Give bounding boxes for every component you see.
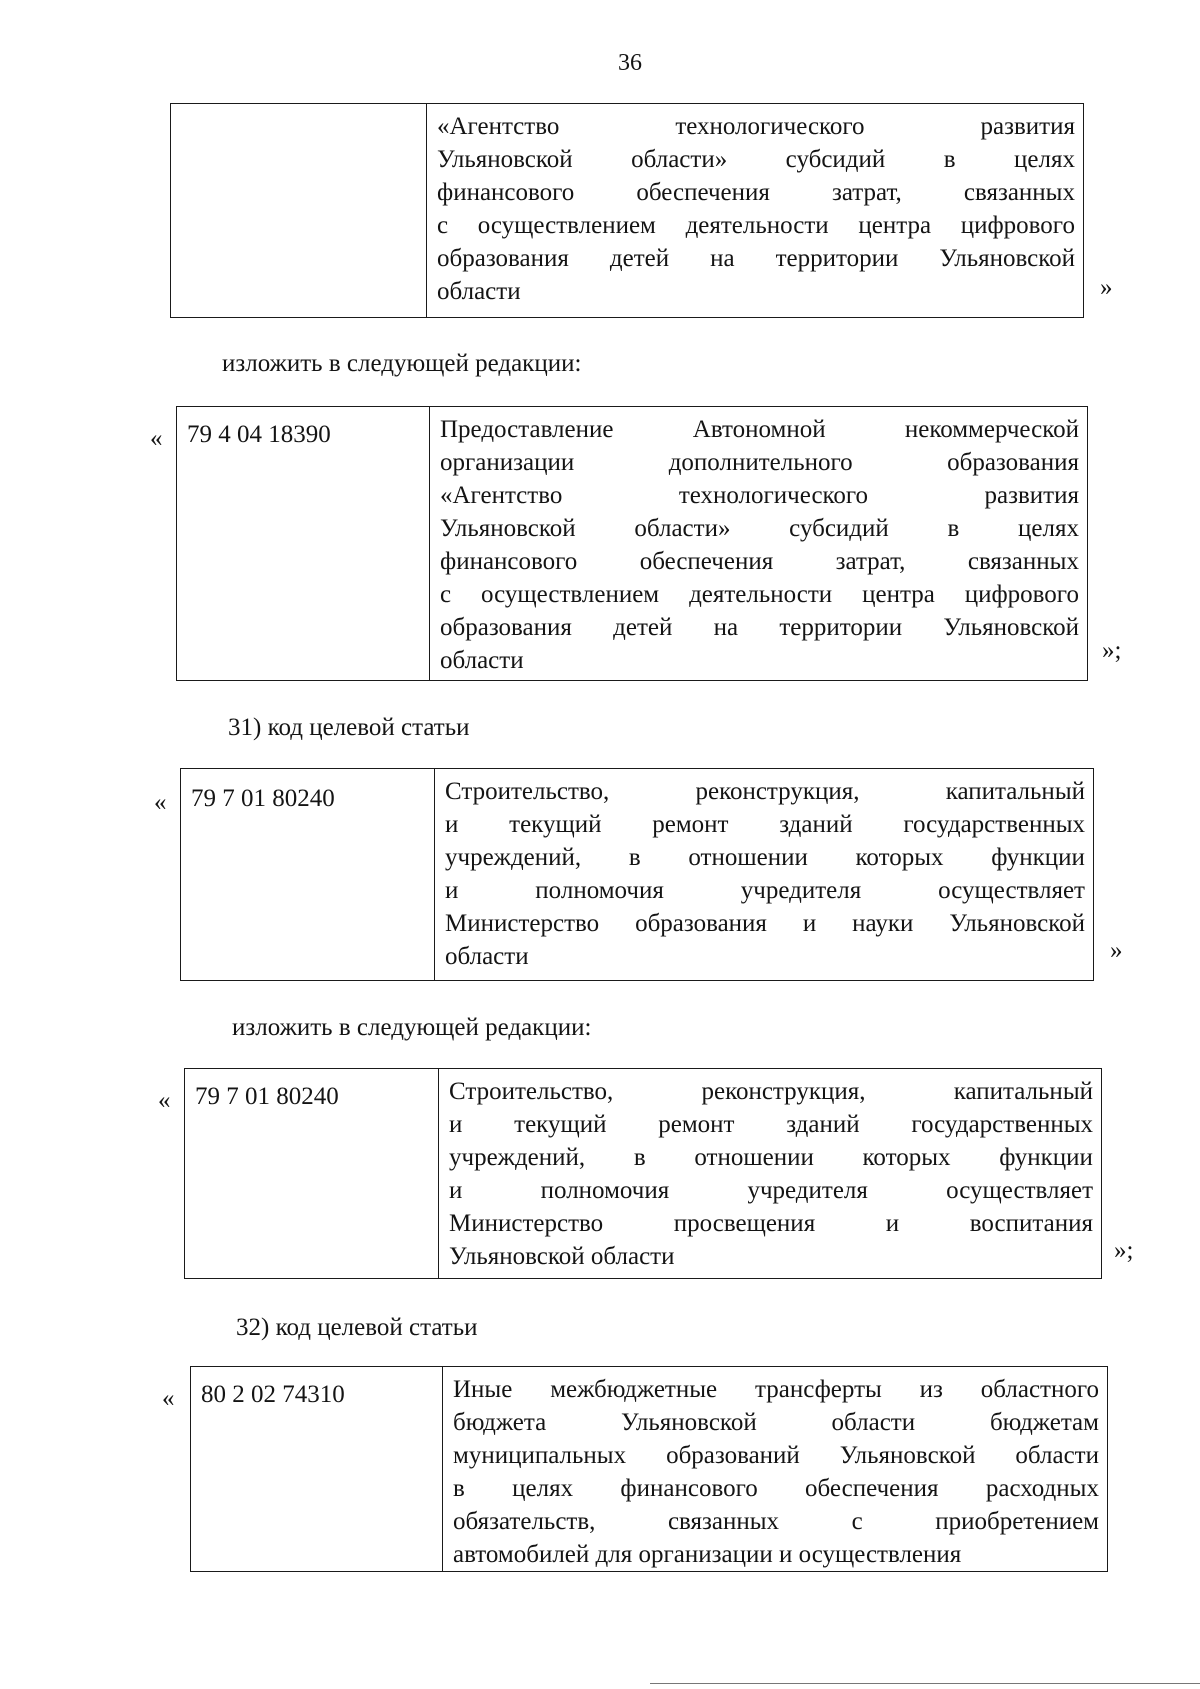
description-word: приобретением [935, 1508, 1099, 1535]
description-line [445, 874, 1085, 907]
description-line [440, 512, 1079, 545]
description-line [440, 479, 1079, 512]
description-line [453, 1406, 1099, 1439]
description-word: которых [862, 1144, 951, 1171]
description-word: воспитания [969, 1210, 1093, 1237]
description-word: Ульяновской [621, 1409, 757, 1436]
description-word: связанных [967, 548, 1079, 575]
item-heading: 32) код целевой статьи [236, 1314, 478, 1341]
description-word: осуществления [798, 1541, 962, 1568]
description-word: цифрового [964, 581, 1079, 608]
description-word: из [919, 1376, 943, 1403]
description-line [440, 644, 1079, 677]
description-word: Министерство [449, 1210, 604, 1237]
page-number: 36 [618, 50, 642, 76]
description-word: для [595, 1541, 633, 1568]
description-word: Ульяновской [949, 910, 1085, 937]
description-word: Ульяновской [839, 1442, 976, 1469]
description-word: в [453, 1475, 465, 1502]
opening-quote: « [162, 1385, 175, 1412]
description-word: технологического [675, 113, 865, 140]
description-line [449, 1075, 1093, 1108]
description-line [440, 446, 1079, 479]
description-line [437, 143, 1075, 176]
description-word: просвещения [673, 1210, 816, 1237]
description-line [445, 808, 1085, 841]
description-word: субсидий [785, 146, 886, 173]
description-word: отношении [688, 844, 808, 871]
description-word: целях [1018, 515, 1079, 542]
instruction-text: изложить в следующей редакции: [232, 1014, 592, 1041]
description-word: в [628, 844, 641, 871]
description-word: Строительство, [449, 1078, 614, 1105]
description-word: «Агентство [440, 482, 563, 509]
description-line [453, 1538, 1099, 1571]
description-word: учреждений, [445, 844, 582, 871]
description-line [445, 907, 1085, 940]
description-word: и [445, 811, 459, 838]
code-cell-empty [171, 104, 427, 317]
description-word: государственных [911, 1111, 1093, 1138]
description-word: с [440, 581, 452, 608]
description-word: области [445, 943, 529, 970]
description-word: полномочия [540, 1177, 670, 1204]
description-word: реконструкция, [695, 778, 860, 805]
description-word: деятельности [685, 212, 829, 239]
description-word: учредителя [747, 1177, 868, 1204]
description-cell [443, 1367, 1107, 1571]
description-word: детей [613, 614, 673, 641]
instruction-text: изложить в следующей редакции: [222, 350, 582, 377]
description-word: области [440, 647, 524, 674]
table-block-4 [184, 1068, 1102, 1279]
description-word: областного [980, 1376, 1099, 1403]
description-word: текущий [509, 811, 602, 838]
description-word: реконструкция, [701, 1078, 866, 1105]
table-block-1 [170, 103, 1084, 318]
description-word: Предоставление [440, 416, 614, 443]
description-word: трансферты [755, 1376, 882, 1403]
table-block-2 [176, 406, 1088, 681]
description-word: Ульяновской области [449, 1243, 675, 1270]
description-word: целях [512, 1475, 574, 1502]
description-cell [427, 104, 1083, 317]
description-word: осуществлением [481, 581, 660, 608]
description-word: развития [984, 482, 1079, 509]
closing-quote: » [1110, 937, 1123, 964]
description-word: зданий [779, 811, 853, 838]
code-cell: 79 4 04 18390 [177, 407, 430, 680]
description-line [449, 1207, 1093, 1240]
description-word: дополнительного [668, 449, 853, 476]
description-word: осуществлением [477, 212, 656, 239]
description-word: области [1015, 1442, 1099, 1469]
description-word: образования [635, 910, 767, 937]
closing-quote: » [1100, 274, 1113, 301]
description-word: автомобилей [453, 1541, 590, 1568]
description-word: образований [666, 1442, 800, 1469]
description-word: цифрового [960, 212, 1075, 239]
description-word: ремонт [658, 1111, 735, 1138]
description-line [445, 775, 1085, 808]
description-word: отношении [694, 1144, 814, 1171]
description-line [440, 611, 1079, 644]
description-word: бюджетам [989, 1409, 1099, 1436]
description-word: Министерство [445, 910, 600, 937]
description-line [453, 1472, 1099, 1505]
description-word: в [633, 1144, 646, 1171]
description-word: учреждений, [449, 1144, 586, 1171]
description-line [437, 275, 1075, 308]
description-word: центра [858, 212, 932, 239]
description-word: образования [440, 614, 572, 641]
description-line [449, 1240, 1093, 1273]
description-word: зданий [786, 1111, 860, 1138]
item-heading: 31) код целевой статьи [228, 714, 470, 741]
description-word: Ульяновской [939, 245, 1075, 272]
description-cell [439, 1069, 1101, 1278]
description-word: Автономной [692, 416, 826, 443]
opening-quote: « [158, 1087, 171, 1114]
description-word: Иные [453, 1376, 513, 1403]
description-word: Ульяновской [437, 146, 573, 173]
description-word: обеспечения [639, 548, 774, 575]
description-word: связанных [667, 1508, 780, 1535]
description-word: текущий [514, 1111, 607, 1138]
description-word: образования [947, 449, 1079, 476]
closing-quote: »; [1102, 637, 1122, 664]
description-word: центра [862, 581, 935, 608]
table-block-5 [190, 1366, 1108, 1572]
description-word: территории [775, 245, 899, 272]
description-word: технологического [678, 482, 869, 509]
description-word: «Агентство [437, 113, 560, 140]
description-line [453, 1439, 1099, 1472]
description-cell [430, 407, 1087, 680]
description-line [440, 545, 1079, 578]
description-word: субсидий [789, 515, 889, 542]
description-word: межбюджетные [550, 1376, 718, 1403]
description-word: и [885, 1210, 900, 1237]
description-line [437, 110, 1075, 143]
description-word: обязательств, [453, 1508, 596, 1535]
description-word: территории [779, 614, 903, 641]
description-word: Строительство, [445, 778, 610, 805]
description-word: и [802, 910, 817, 937]
description-word: ремонт [652, 811, 729, 838]
description-word: обеспечения [805, 1475, 939, 1502]
description-word: развития [980, 113, 1075, 140]
description-line [440, 413, 1079, 446]
description-line [445, 841, 1085, 874]
description-word: бюджета [453, 1409, 547, 1436]
description-word: Ульяновской [440, 515, 576, 542]
description-word: учредителя [740, 877, 862, 904]
description-word: функции [999, 1144, 1093, 1171]
description-word: расходных [985, 1475, 1099, 1502]
description-word: и [449, 1111, 463, 1138]
description-word: капитальный [945, 778, 1085, 805]
code-cell: 80 2 02 74310 [191, 1367, 443, 1571]
description-word: финансового [440, 548, 578, 575]
description-word: обеспечения [636, 179, 770, 206]
description-word: с [851, 1508, 863, 1535]
code-cell: 79 7 01 80240 [185, 1069, 439, 1278]
description-word: функции [991, 844, 1085, 871]
description-word: полномочия [535, 877, 664, 904]
description-cell [435, 769, 1093, 980]
description-word: области» [634, 515, 731, 542]
description-word: государственных [903, 811, 1085, 838]
description-line [437, 176, 1075, 209]
description-word: области» [631, 146, 728, 173]
description-line [449, 1108, 1093, 1141]
description-line [437, 242, 1075, 275]
description-word: с [437, 212, 449, 239]
description-word: муниципальных [453, 1442, 627, 1469]
description-word: некоммерческой [904, 416, 1079, 443]
description-line [437, 209, 1075, 242]
description-word: финансового [620, 1475, 758, 1502]
description-word: и [449, 1177, 463, 1204]
description-word: и [778, 1541, 793, 1568]
description-word: области [831, 1409, 916, 1436]
description-word: организации [638, 1541, 773, 1568]
description-word: области [437, 278, 521, 305]
description-word: организации [440, 449, 575, 476]
opening-quote: « [154, 789, 167, 816]
closing-quote: »; [1114, 1237, 1134, 1264]
description-word: в [943, 146, 956, 173]
opening-quote: « [150, 425, 163, 452]
description-word: на [713, 614, 739, 641]
bottom-rule [650, 1683, 1200, 1684]
description-word: целях [1014, 146, 1075, 173]
description-word: связанных [963, 179, 1075, 206]
description-word: осуществляет [946, 1177, 1093, 1204]
description-word: затрат, [835, 548, 906, 575]
description-word: и [445, 877, 459, 904]
description-word: образования [437, 245, 569, 272]
description-line [445, 940, 1085, 973]
description-word: науки [852, 910, 914, 937]
description-word: которых [855, 844, 944, 871]
description-word: деятельности [689, 581, 833, 608]
description-line [449, 1174, 1093, 1207]
description-line [453, 1505, 1099, 1538]
description-word: капитальный [953, 1078, 1093, 1105]
description-word: на [710, 245, 735, 272]
description-word: Ульяновской [943, 614, 1079, 641]
description-word: в [947, 515, 960, 542]
description-line [453, 1373, 1099, 1406]
description-word: финансового [437, 179, 575, 206]
description-word: затрат, [831, 179, 902, 206]
description-word: осуществляет [938, 877, 1085, 904]
description-line [449, 1141, 1093, 1174]
table-block-3 [180, 768, 1094, 981]
description-line [440, 578, 1079, 611]
description-word: детей [609, 245, 670, 272]
code-cell: 79 7 01 80240 [181, 769, 435, 980]
